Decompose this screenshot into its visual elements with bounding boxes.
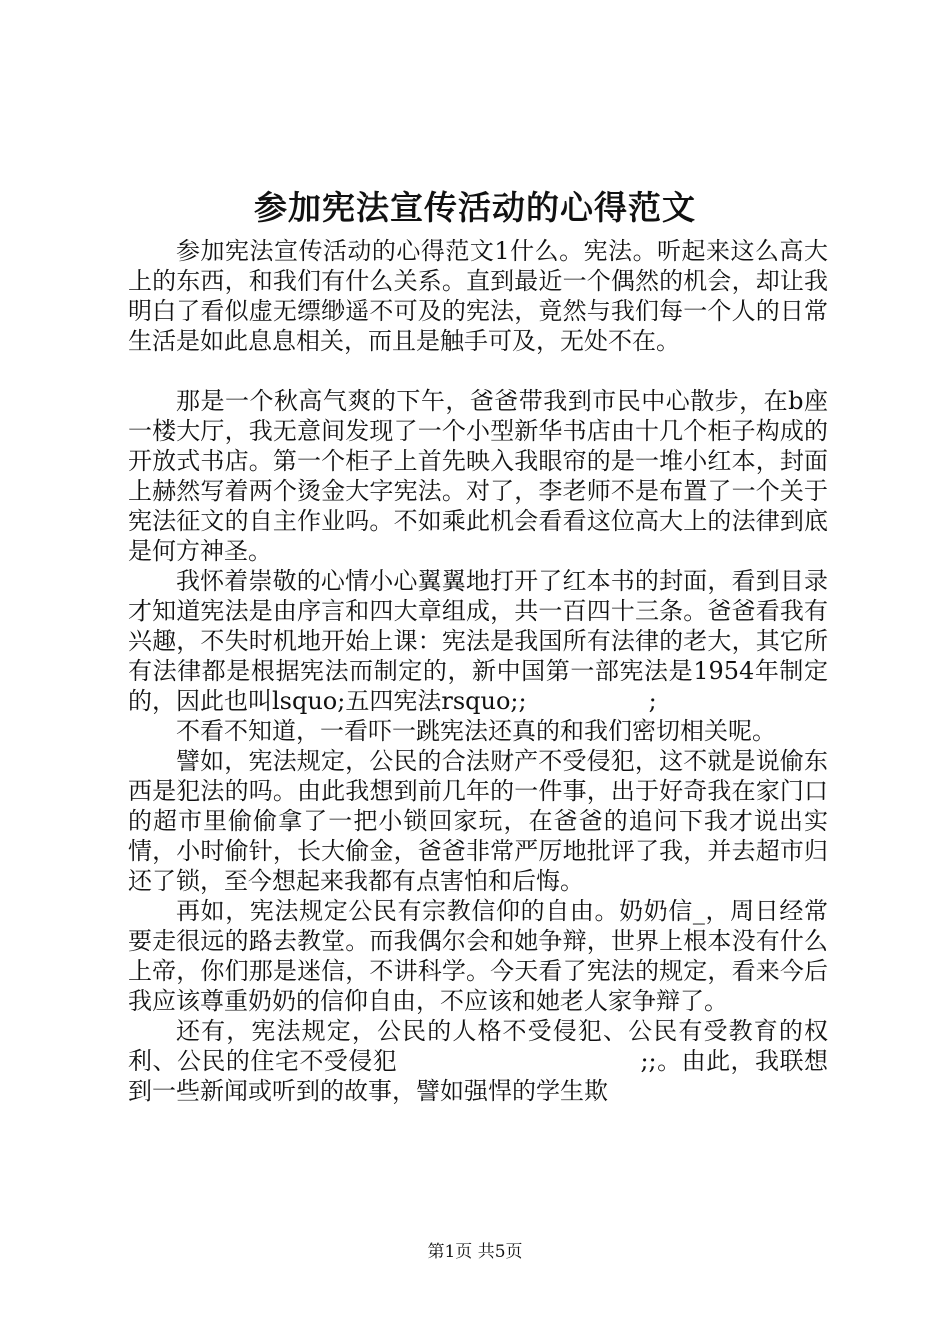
paragraph-6: 再如，宪法规定公民有宗教信仰的自由。奶奶信_，周日经常要走很远的路去教堂。而我偶尔会和她争辩，世界上根本没有什么上帝，你们那是迷信，不讲科学。今天看了宪法的规定，看来今后我应该尊重奶奶的信仰自由，不应该和她老人家争辩了。 (128, 897, 828, 1015)
document-title: 参加宪法宣传活动的心得范文 (254, 188, 696, 227)
page-number-footer: 第1页 共5页 (427, 1242, 523, 1262)
paragraph-1: 参加宪法宣传活动的心得范文1什么。宪法。听起来这么高大上的东西，和我们有什么关系。直到最近一个偶然的机会，却让我明白了看似虚无缥缈遥不可及的宪法，竟然与我们每一个人的日常生活是如此息息相关，而且是触手可及，无处不在。 (128, 237, 828, 355)
paragraph-7: 还有，宪法规定，公民的人格不受侵犯、公民有受教育的权利、公民的住宅不受侵犯 ;;。由此，我联想到一些新闻或听到的故事，譬如强悍的学生欺 (128, 1017, 828, 1105)
paragraph-2: 那是一个秋高气爽的下午，爸爸带我到市民中心散步，在b座一楼大厅，我无意间发现了一个小型新华书店由十几个柜子构成的开放式书店。第一个柜子上首先映入我眼帘的是一堆小红本，封面上赫然写着两个烫金大字宪法。对了，李老师不是布置了一个关于宪法征文的自主作业吗。不如乘此机会看看这位高大上的法律到底是何方神圣。 (128, 387, 828, 565)
paragraph-spacer (128, 356, 828, 386)
paragraph-5: 譬如，宪法规定，公民的合法财产不受侵犯，这不就是说偷东西是犯法的吗。由此我想到前几年的一件事，出于好奇我在家门口的超市里偷偷拿了一把小锁回家玩，在爸爸的追问下我才说出实情，小时偷针，长大偷金，爸爸非常严厉地批评了我，并去超市归还了锁，至今想起来我都有点害怕和后悔。 (128, 747, 828, 895)
document-body (128, 236, 828, 1106)
paragraph-4: 不看不知道，一看吓一跳宪法还真的和我们密切相关呢。 (176, 717, 776, 745)
paragraph-3: 我怀着崇敬的心情小心翼翼地打开了红本书的封面，看到目录才知道宪法是由序言和四大章组成，共一百四十三条。爸爸看我有兴趣，不失时机地开始上课：宪法是我国所有法律的老大，其它所有法律都是根据宪法而制定的，新中国第一部宪法是1954年制定的，因此也叫lsquo;五四宪法rsquo;; ; (128, 567, 828, 715)
